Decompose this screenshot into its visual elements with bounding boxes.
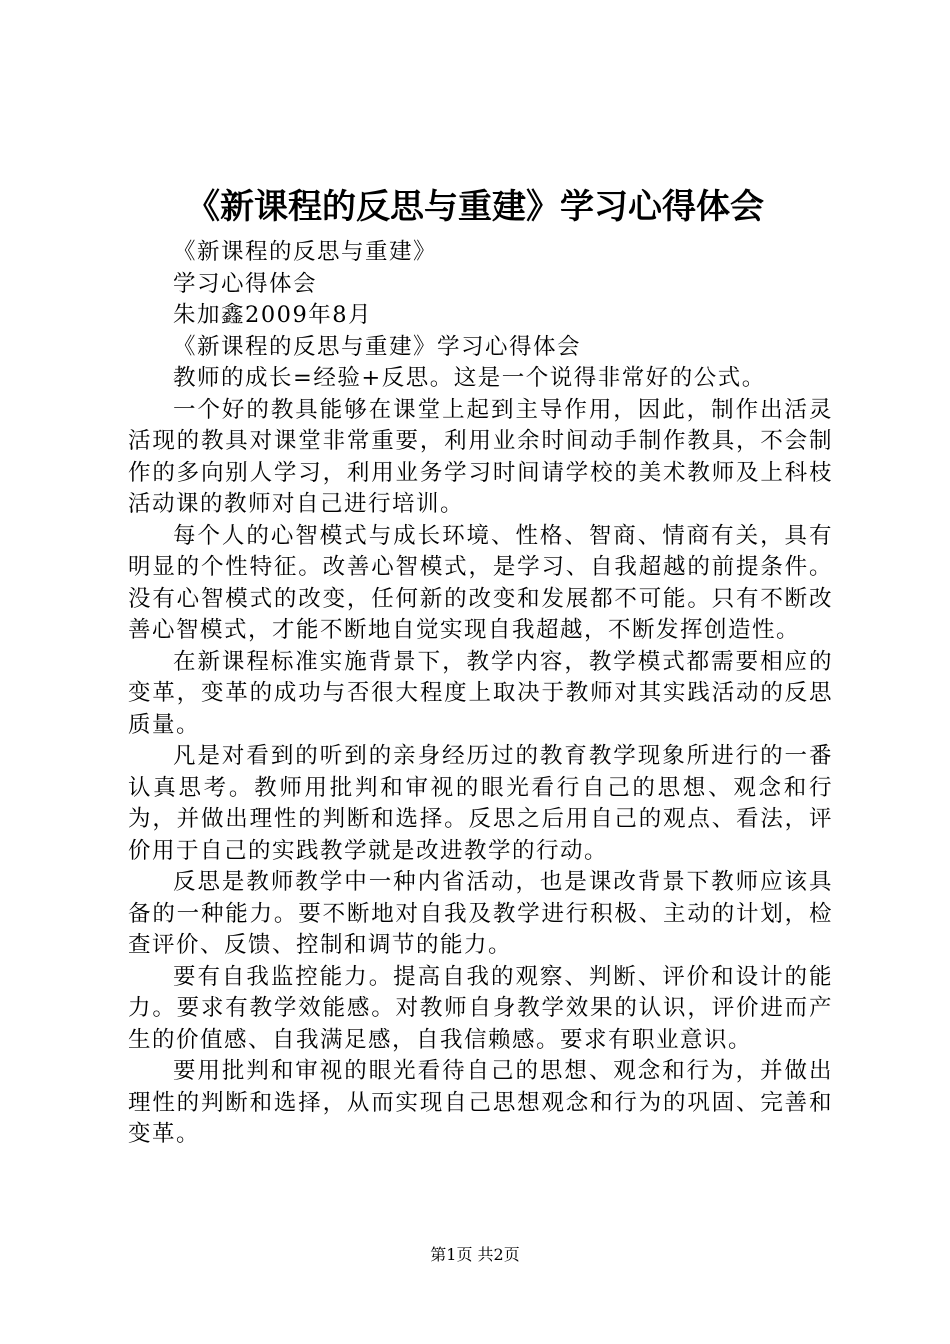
paragraph: 凡是对看到的听到的亲身经历过的教育教学现象所进行的一番认真思考。教师用批判和审视的眼光看行自己的思想、观念和行为，并做出理性的判断和选择。反思之后用自己的观点、看法，评价用于自己的实践教学就是改进教学的行动。 — [128, 743, 833, 864]
paragraph: 在新课程标准实施背景下，教学内容，教学模式都需要相应的变革，变革的成功与否很大程度上取决于教师对其实践活动的反思质量。 — [128, 648, 833, 738]
document-body — [128, 237, 833, 1151]
paragraph: 教师的成长=经验+反思。这是一个说得非常好的公式。 — [173, 365, 766, 391]
paragraph: 一个好的教具能够在课堂上起到主导作用，因此，制作出活灵活现的教具对课堂非常重要，利用业余时间动手制作教具，不会制作的多向别人学习，利用业务学习时间请学校的美术教师及上科枝活动课的教师对自己进行培训。 — [128, 396, 833, 517]
paragraph: 每个人的心智模式与成长环境、性格、智商、情商有关，具有明显的个性特征。改善心智模式，是学习、自我超越的前提条件。没有心智模式的改变，任何新的改变和发展都不可能。只有不断改善心智模式，才能不断地自觉实现自我超越，不断发挥创造性。 — [128, 522, 833, 643]
page-footer: 第1页 共2页 — [430, 1245, 520, 1264]
paragraph: 反思是教师教学中一种内省活动，也是课改背景下教师应该具备的一种能力。要不断地对自我及教学进行积极、主动的计划，检查评价、反馈、控制和调节的能力。 — [128, 869, 833, 958]
paragraph: 《新课程的反思与重建》学习心得体会 — [173, 333, 582, 360]
paragraph: 学习心得体会 — [173, 270, 318, 297]
paragraph: 要用批判和审视的眼光看待自己的思想、观念和行为，并做出理性的判断和选择，从而实现自己思想观念和行为的巩固、完善和变革。 — [128, 1058, 833, 1147]
paragraph: 要有自我监控能力。提高自我的观察、判断、评价和设计的能力。要求有教学效能感。对教师自身教学效果的认识，评价进而产生的价值感、自我满足感，自我信赖感。要求有职业意识。 — [128, 963, 833, 1053]
document-title: 《新课程的反思与重建》学习心得体会 — [186, 187, 764, 227]
paragraph: 朱加鑫2009年8月 — [173, 302, 373, 328]
paragraph: 《新课程的反思与重建》 — [173, 239, 438, 265]
